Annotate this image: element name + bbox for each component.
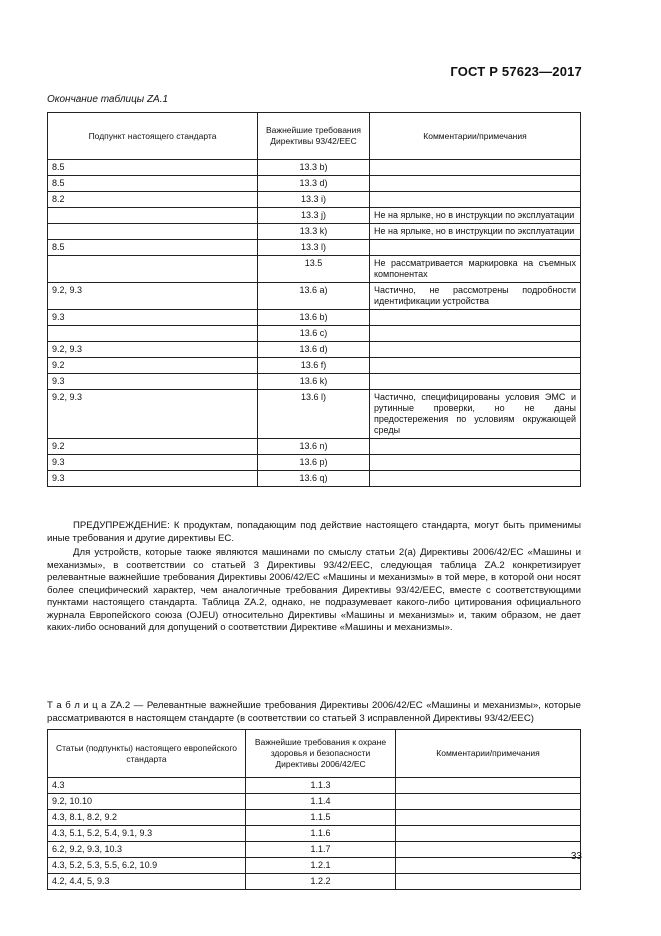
table-header-row (48, 730, 581, 778)
table-row (48, 471, 581, 487)
table-cell: 1.2.1 (246, 858, 396, 874)
table-cell: 13.6 n) (258, 439, 370, 455)
table-cell: 13.3 d) (258, 176, 370, 192)
table-caption: Окончание таблицы ZA.1 (47, 94, 169, 105)
table-row (48, 810, 581, 826)
table-cell: 13.6 c) (258, 326, 370, 342)
table-cell: 1.1.6 (246, 826, 396, 842)
column-header: Важнейшие требования к охране здоровья и безопасности Директивы 2006/42/ЕС (246, 730, 396, 778)
table-cell: 8.5 (48, 160, 258, 176)
page-number: 33 (570, 851, 582, 862)
table-cell: 4.3, 5.1, 5.2, 5.4, 9.1, 9.3 (48, 826, 246, 842)
table-cell: 8.2 (48, 192, 258, 208)
table-cell: 1.1.4 (246, 794, 396, 810)
table-cell (396, 810, 581, 826)
table-row (48, 176, 581, 192)
table-cell: Не рассматривается маркировка на съемных компонентах (370, 256, 581, 283)
table-cell: 6.2, 9.2, 9.3, 10.3 (48, 842, 246, 858)
table-cell: Частично, не рассмотрены подробности идентификации устройства (370, 283, 581, 310)
table-cell: 13.5 (258, 256, 370, 283)
table-row (48, 310, 581, 326)
table-cell: 9.2 (48, 358, 258, 374)
table-cell (396, 858, 581, 874)
table-cell (396, 794, 581, 810)
table-cell (370, 342, 581, 358)
table-cell: 13.3 j) (258, 208, 370, 224)
table-cell: 9.2, 9.3 (48, 283, 258, 310)
table-cell (370, 160, 581, 176)
table-cell: 13.3 l) (258, 240, 370, 256)
column-header: Статьи (подпункты) настоящего европейского стандарта (48, 730, 246, 778)
table-cell (48, 208, 258, 224)
table-cell (396, 874, 581, 890)
table-cell: 1.1.7 (246, 842, 396, 858)
table-cell: 13.6 q) (258, 471, 370, 487)
table-cell: 13.6 k) (258, 374, 370, 390)
table-cell: 4.3, 8.1, 8.2, 9.2 (48, 810, 246, 826)
table-cell: Частично, специфицированы условия ЭМС и рутинные проверки, но не даны предостережения по условиям окружающей среды (370, 390, 581, 439)
table-row (48, 358, 581, 374)
warning-paragraph: ПРЕДУПРЕЖДЕНИЕ: К продуктам, попадающим под действие настоящего стандарта, могут быть применимы иные требования и другие директивы ЕС. (47, 520, 581, 544)
table-row (48, 192, 581, 208)
table-cell: Не на ярлыке, но в инструкции по эксплуатации (370, 224, 581, 240)
table-row (48, 208, 581, 224)
table-cell: 9.2 (48, 439, 258, 455)
table-cell: 9.3 (48, 374, 258, 390)
table-row (48, 374, 581, 390)
table-row (48, 842, 581, 858)
table-cell (370, 471, 581, 487)
table-cell: 13.6 l) (258, 390, 370, 439)
requirements-table-za1 (47, 112, 581, 487)
table-cell: 9.2, 10.10 (48, 794, 246, 810)
column-header: Подпункт настоящего стандарта (48, 113, 258, 160)
table-cell: 13.6 p) (258, 455, 370, 471)
table-row (48, 224, 581, 240)
table-cell (370, 439, 581, 455)
table-cell: Не на ярлыке, но в инструкции по эксплуатации (370, 208, 581, 224)
table-cell: 8.5 (48, 240, 258, 256)
table-cell (370, 192, 581, 208)
table-row (48, 858, 581, 874)
table-cell: 4.2, 4.4, 5, 9.3 (48, 874, 246, 890)
table-row (48, 390, 581, 439)
table-cell (370, 455, 581, 471)
table-cell (48, 256, 258, 283)
table-cell (370, 326, 581, 342)
table-cell: 13.6 a) (258, 283, 370, 310)
table-cell: 9.3 (48, 310, 258, 326)
table-header-row (48, 113, 581, 160)
table-cell: 9.2, 9.3 (48, 342, 258, 358)
column-header: Комментарии/примечания (370, 113, 581, 160)
table-row (48, 874, 581, 890)
table-cell (370, 374, 581, 390)
table-row (48, 160, 581, 176)
table-cell: 9.2, 9.3 (48, 390, 258, 439)
table-cell: 9.3 (48, 455, 258, 471)
table-cell (48, 224, 258, 240)
table-row (48, 778, 581, 794)
table-cell: 13.3 i) (258, 192, 370, 208)
table-row (48, 794, 581, 810)
column-header: Важнейшие требования Директивы 93/42/EEC (258, 113, 370, 160)
table-cell: 8.5 (48, 176, 258, 192)
table-cell (370, 240, 581, 256)
column-header: Комментарии/примечания (396, 730, 581, 778)
table-cell (370, 176, 581, 192)
table-cell (48, 326, 258, 342)
table-title: Т а б л и ц а ZA.2 — Релевантные важнейшие требования Директивы 2006/42/ЕС «Машины и механизмы», которые рассматриваются в настоящем стандарте (в соответствии со статьей 3 исправленной Директивы 93/42/EEC) (47, 700, 581, 724)
table-cell: 13.3 k) (258, 224, 370, 240)
table-cell: 1.2.2 (246, 874, 396, 890)
table-cell: 4.3 (48, 778, 246, 794)
table-row (48, 342, 581, 358)
table-cell (396, 842, 581, 858)
table-cell: 1.1.5 (246, 810, 396, 826)
document-code: ГОСТ Р 57623—2017 (450, 64, 582, 79)
table-row (48, 455, 581, 471)
table-cell: 4.3, 5.2, 5.3, 5.5, 6.2, 10.9 (48, 858, 246, 874)
table-cell: 13.6 f) (258, 358, 370, 374)
table-cell: 13.6 d) (258, 342, 370, 358)
body-paragraph: Для устройств, которые также являются машинами по смыслу статьи 2(а) Директивы 2006/42/ЕС «Машины и механизмы», в соответствии со статьей 3 Директивы 93/42/EEC, следующая таблица ZA.2 конкретизирует релевантные важнейшие требования Директивы 2006/42/ЕС «Машины и механизмы» в той мере, в которой они носят более специфический характер, чем аналогичные требования Директивы 93/42/EEC, вместе с соответствующими пунктами настоящего стандарта. Таблица ZA.2, однако, не подразумевает какого-либо цитирования официального журнала Европейского союза (OJEU) относительно Директивы «Машины и механизмы» и, таким образом, не дает каких-либо оснований для допущений о соответствии Директиве «Машины и механизмы». (47, 547, 581, 633)
table-cell (370, 358, 581, 374)
table-cell: 9.3 (48, 471, 258, 487)
table-row (48, 439, 581, 455)
table-cell (396, 778, 581, 794)
table-row (48, 240, 581, 256)
table-row (48, 326, 581, 342)
table-cell (396, 826, 581, 842)
table-cell: 13.6 b) (258, 310, 370, 326)
table-cell: 1.1.3 (246, 778, 396, 794)
requirements-table-za2 (47, 729, 581, 890)
table-row (48, 283, 581, 310)
table-row (48, 826, 581, 842)
table-cell: 13.3 b) (258, 160, 370, 176)
table-row (48, 256, 581, 283)
table-cell (370, 310, 581, 326)
